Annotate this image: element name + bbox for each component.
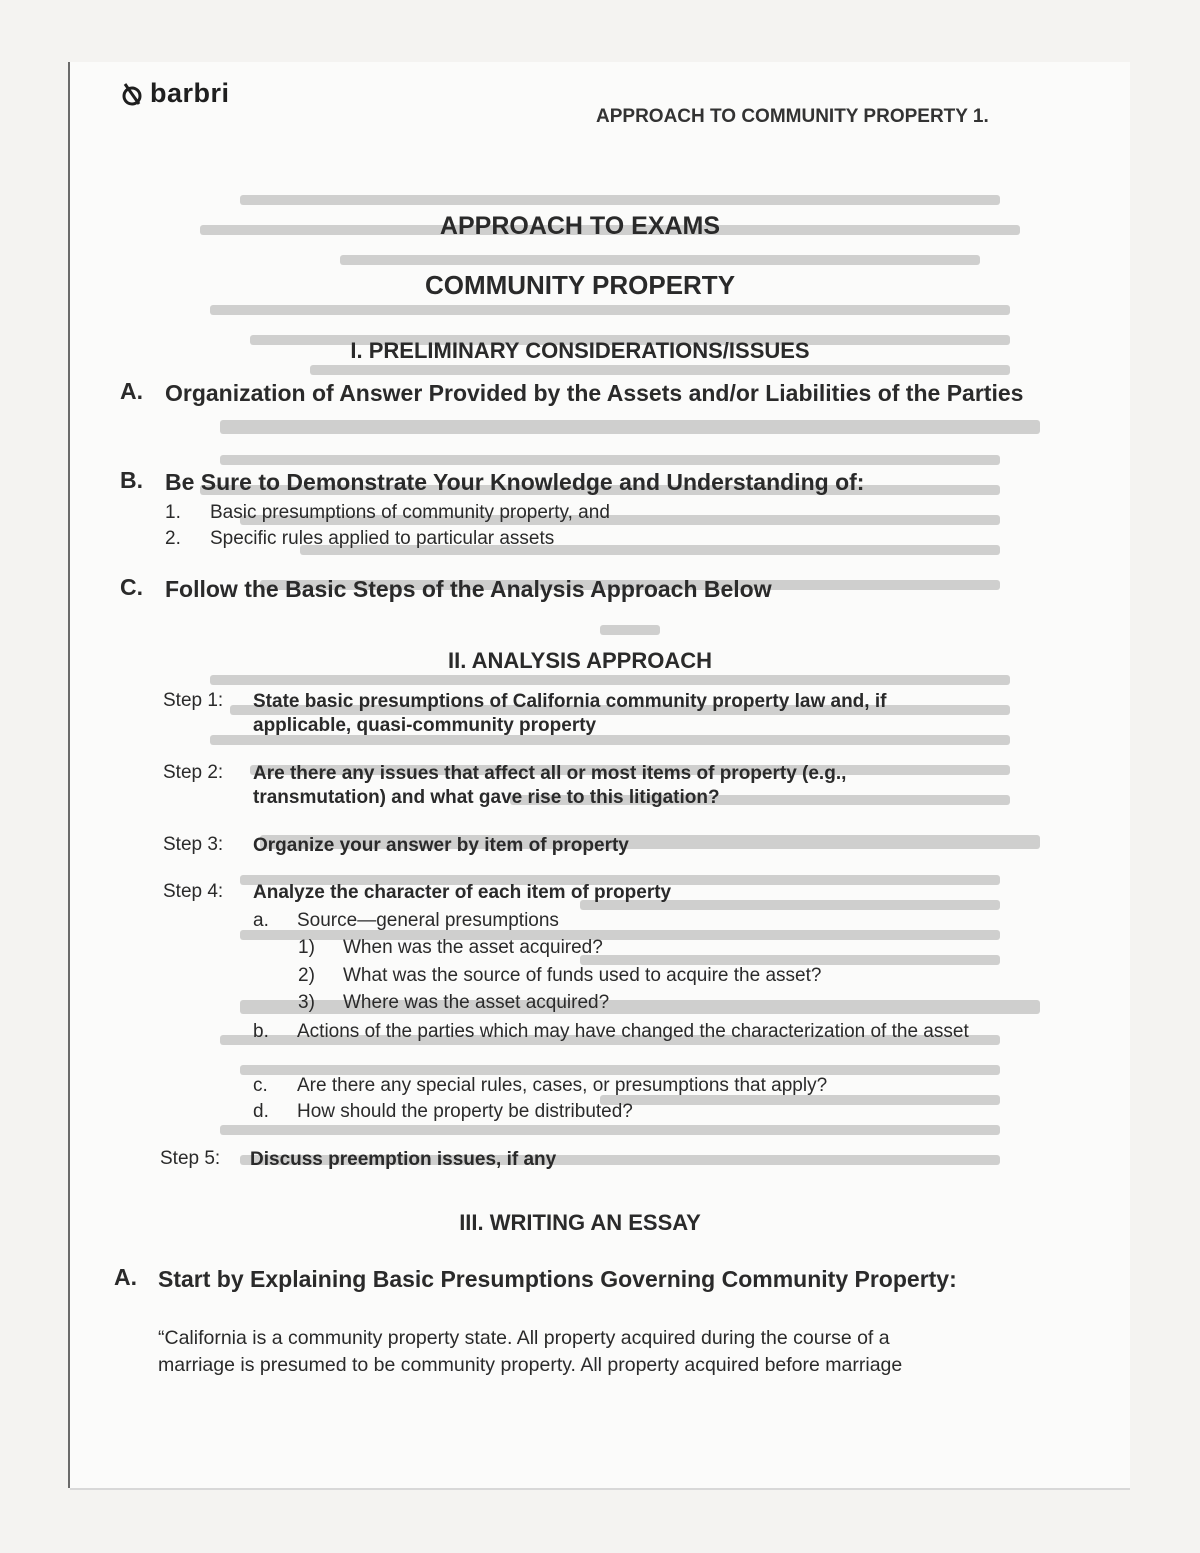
- list-item: What was the source of funds used to acquire the asset?: [343, 965, 822, 986]
- step-text: Analyze the character of each item of property: [253, 882, 672, 903]
- section-1-c-heading: Follow the Basic Steps of the Analysis Approach Below: [165, 576, 772, 602]
- page-title: APPROACH TO EXAMS: [439, 212, 721, 240]
- list-item: How should the property be distributed?: [297, 1101, 633, 1122]
- list-item-letter: d.: [253, 1101, 269, 1122]
- quote-line: “California is a community property state. All property acquired during the course of a: [158, 1327, 890, 1349]
- section-1-a-letter: A.: [120, 378, 143, 404]
- page-subtitle: COMMUNITY PROPERTY: [424, 270, 736, 300]
- section-1-b-heading: Be Sure to Demonstrate Your Knowledge and Understanding of:: [165, 469, 865, 495]
- list-item: Basic presumptions of community property, and: [210, 502, 610, 523]
- section-3-a-letter: A.: [114, 1264, 137, 1290]
- step-text: Are there any issues that affect all or most items of property (e.g., transmutation) and what gave rise to this litigation?: [253, 763, 847, 808]
- section-2-heading: II. ANALYSIS APPROACH: [447, 648, 713, 673]
- list-item: Actions of the parties which may have changed the characterization of the asset: [297, 1021, 969, 1042]
- section-3-heading: III. WRITING AN ESSAY: [459, 1210, 701, 1235]
- list-item-number: 1): [298, 937, 315, 958]
- list-item-letter: b.: [253, 1021, 269, 1042]
- step-label: Step 2:: [163, 762, 224, 783]
- list-item: When was the asset acquired?: [343, 937, 603, 958]
- list-item: Source—general presumptions: [297, 910, 559, 931]
- step-label: Step 4:: [163, 881, 224, 902]
- step-text: Organize your answer by item of property: [253, 835, 629, 856]
- step-text: State basic presumptions of California community property law and, if applicable, quasi-community property: [253, 691, 887, 736]
- list-item-letter: c.: [253, 1075, 268, 1096]
- quote-line: marriage is presumed to be community property. All property acquired before marriage: [158, 1354, 903, 1376]
- barbri-logo: [120, 78, 230, 109]
- section-3-a-heading: Start by Explaining Basic Presumptions Governing Community Property:: [158, 1266, 957, 1292]
- step-label: Step 5:: [160, 1148, 221, 1169]
- section-1-c-letter: C.: [120, 574, 143, 600]
- list-item: Are there any special rules, cases, or presumptions that apply?: [297, 1075, 828, 1096]
- section-1-a-heading: Organization of Answer Provided by the Assets and/or Liabilities of the Parties: [165, 380, 1024, 406]
- running-head: APPROACH TO COMMUNITY PROPERTY 1.: [596, 106, 989, 127]
- section-1-b-letter: B.: [120, 467, 143, 493]
- list-item-letter: a.: [253, 910, 269, 931]
- list-item-number: 3): [298, 992, 315, 1013]
- step-label: Step 1:: [163, 690, 224, 711]
- list-item: Where was the asset acquired?: [343, 992, 610, 1013]
- barbri-logo-icon: [120, 82, 144, 106]
- logo-text: barbri: [150, 78, 230, 108]
- list-item-number: 2.: [165, 528, 181, 549]
- list-item-number: 2): [298, 965, 315, 986]
- list-item: Specific rules applied to particular assets: [210, 528, 555, 549]
- step-label: Step 3:: [163, 834, 224, 855]
- step-text: Discuss preemption issues, if any: [250, 1149, 557, 1170]
- list-item-number: 1.: [165, 502, 181, 523]
- section-1-heading: I. PRELIMINARY CONSIDERATIONS/ISSUES: [350, 338, 810, 363]
